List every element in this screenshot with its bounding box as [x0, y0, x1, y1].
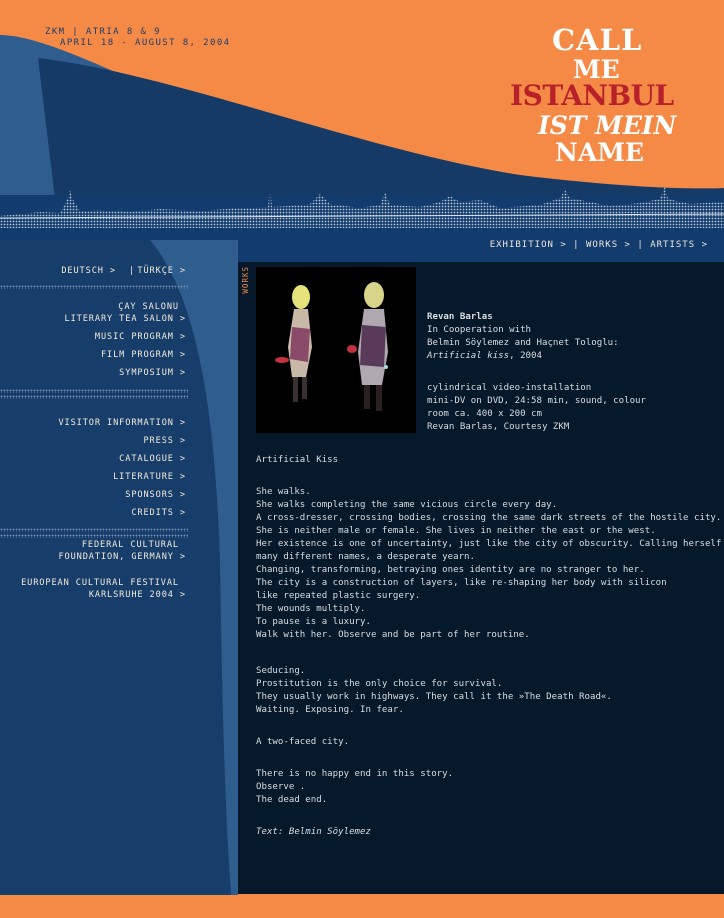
federal-foundation-label[interactable]: FEDERAL CULTURAL	[81, 540, 179, 550]
logo-name: NAME	[555, 138, 644, 167]
p2-line-2: They usually work in highways. They call it the »The Death Road«.	[256, 692, 612, 702]
divider	[0, 389, 188, 393]
p3-line: A two-faced city.	[256, 737, 350, 747]
cooperation-line-1: In Cooperation with	[427, 325, 532, 335]
date-line: APRIL 18 - AUGUST 8, 2004	[60, 38, 231, 48]
literature-link[interactable]: LITERATURE >	[113, 472, 186, 482]
work-title-line	[427, 350, 542, 363]
p4-line-1: Observe .	[256, 782, 306, 792]
p1-line-0: She walks.	[256, 487, 311, 497]
artwork-image	[256, 267, 416, 433]
catalogue-link[interactable]: CATALOGUE >	[119, 454, 186, 464]
venue-line: ZKM | ATRIA 8 & 9	[45, 27, 161, 37]
nav-works[interactable]: WORKS >	[586, 240, 631, 250]
p1-line-1: She walks completing the same vicious circle every day.	[256, 500, 558, 510]
spec-line-3: room ca. 400 x 200 cm	[427, 409, 542, 419]
lang-turkce[interactable]: TÜRKÇE >	[137, 266, 186, 276]
p1-line-8: like repeated plastic surgery.	[256, 591, 421, 601]
divider	[0, 285, 188, 289]
p4-line-2: The dead end.	[256, 795, 328, 805]
text-heading: Artificial Kiss	[256, 455, 339, 465]
music-program-link[interactable]: MUSIC PROGRAM >	[94, 332, 186, 342]
logo-ist-mein: IST MEIN	[538, 111, 677, 140]
p4-line-0: There is no happy end in this story.	[256, 769, 454, 779]
section-label: WORKS	[241, 266, 250, 294]
federal-foundation-link[interactable]: FOUNDATION, GERMANY >	[58, 552, 186, 562]
film-program-link[interactable]: FILM PROGRAM >	[100, 350, 186, 360]
top-navigation	[490, 240, 708, 250]
p1-line-3: She is neither male or female. She lives in neither the east or the west.	[256, 526, 656, 536]
credits-link[interactable]: CREDITS >	[131, 508, 186, 518]
p1-line-4: Her existence is one of uncertainty, just like the city of obscurity. Calling herself	[256, 539, 722, 549]
cooperation-line-2: Belmin Söylemez and Haçnet Tologlu:	[427, 338, 619, 348]
spec-line-1: cylindrical video-installation	[427, 383, 592, 393]
work-year: , 2004	[509, 351, 542, 361]
nav-artists[interactable]: ARTISTS >	[650, 240, 708, 250]
cay-salonu-label[interactable]: ÇAY SALONU	[118, 302, 179, 312]
p2-line-1: Prostitution is the only choice for survival.	[256, 679, 503, 689]
p2-line-0: Seducing.	[256, 666, 306, 676]
nav-exhibition[interactable]: EXHIBITION >	[489, 240, 567, 250]
artwork-figures	[256, 267, 416, 433]
p1-line-2: A cross-dresser, crossing bodies, crossing the same dark streets of the hostile city.	[256, 513, 722, 523]
sponsors-link[interactable]: SPONSORS >	[125, 490, 186, 500]
p1-line-10: To pause is a luxury.	[256, 617, 371, 627]
p1-line-11: Walk with her. Observe and be part of her routine.	[256, 630, 530, 640]
artist-name: Revan Barlas	[427, 312, 493, 322]
istanbul-skyline	[0, 178, 724, 228]
divider	[0, 395, 188, 399]
nav-separator: |	[637, 240, 651, 250]
visitor-information-link[interactable]: VISITOR INFORMATION >	[58, 418, 186, 428]
press-link[interactable]: PRESS >	[143, 436, 186, 446]
logo-call: CALL	[552, 23, 643, 57]
lang-deutsch[interactable]: DEUTSCH >	[61, 266, 116, 276]
lang-separator: |	[128, 266, 135, 276]
spec-line-4: Revan Barlas, Courtesy ZKM	[427, 422, 570, 432]
spec-line-2: mini-DV on DVD, 24:58 min, sound, colour	[427, 396, 646, 406]
p1-line-6: Changing, transforming, betraying ones identity are no stranger to her.	[256, 565, 645, 575]
festival-label[interactable]: EUROPEAN CULTURAL FESTIVAL	[21, 578, 179, 588]
festival-link[interactable]: KARLSRUHE 2004 >	[88, 590, 186, 600]
divider	[0, 534, 188, 538]
p1-line-7: The city is a construction of layers, like re-shaping her body with silicon	[256, 578, 667, 588]
nav-separator: |	[573, 240, 587, 250]
symposium-link[interactable]: SYMPOSIUM >	[119, 368, 186, 378]
p1-line-9: The wounds multiply.	[256, 604, 366, 614]
work-title: Artificial kiss	[427, 351, 510, 361]
text-credit: Text: Belmin Söylemez	[256, 827, 371, 837]
p2-line-3: Waiting. Exposing. In fear.	[256, 705, 404, 715]
logo-istanbul: ISTANBUL	[510, 79, 674, 112]
divider	[0, 528, 188, 532]
logo-me: ME	[573, 55, 620, 84]
literary-tea-salon-link[interactable]: LITERARY TEA SALON >	[64, 314, 186, 324]
p1-line-5: many different names, a desperate yearn.	[256, 552, 475, 562]
